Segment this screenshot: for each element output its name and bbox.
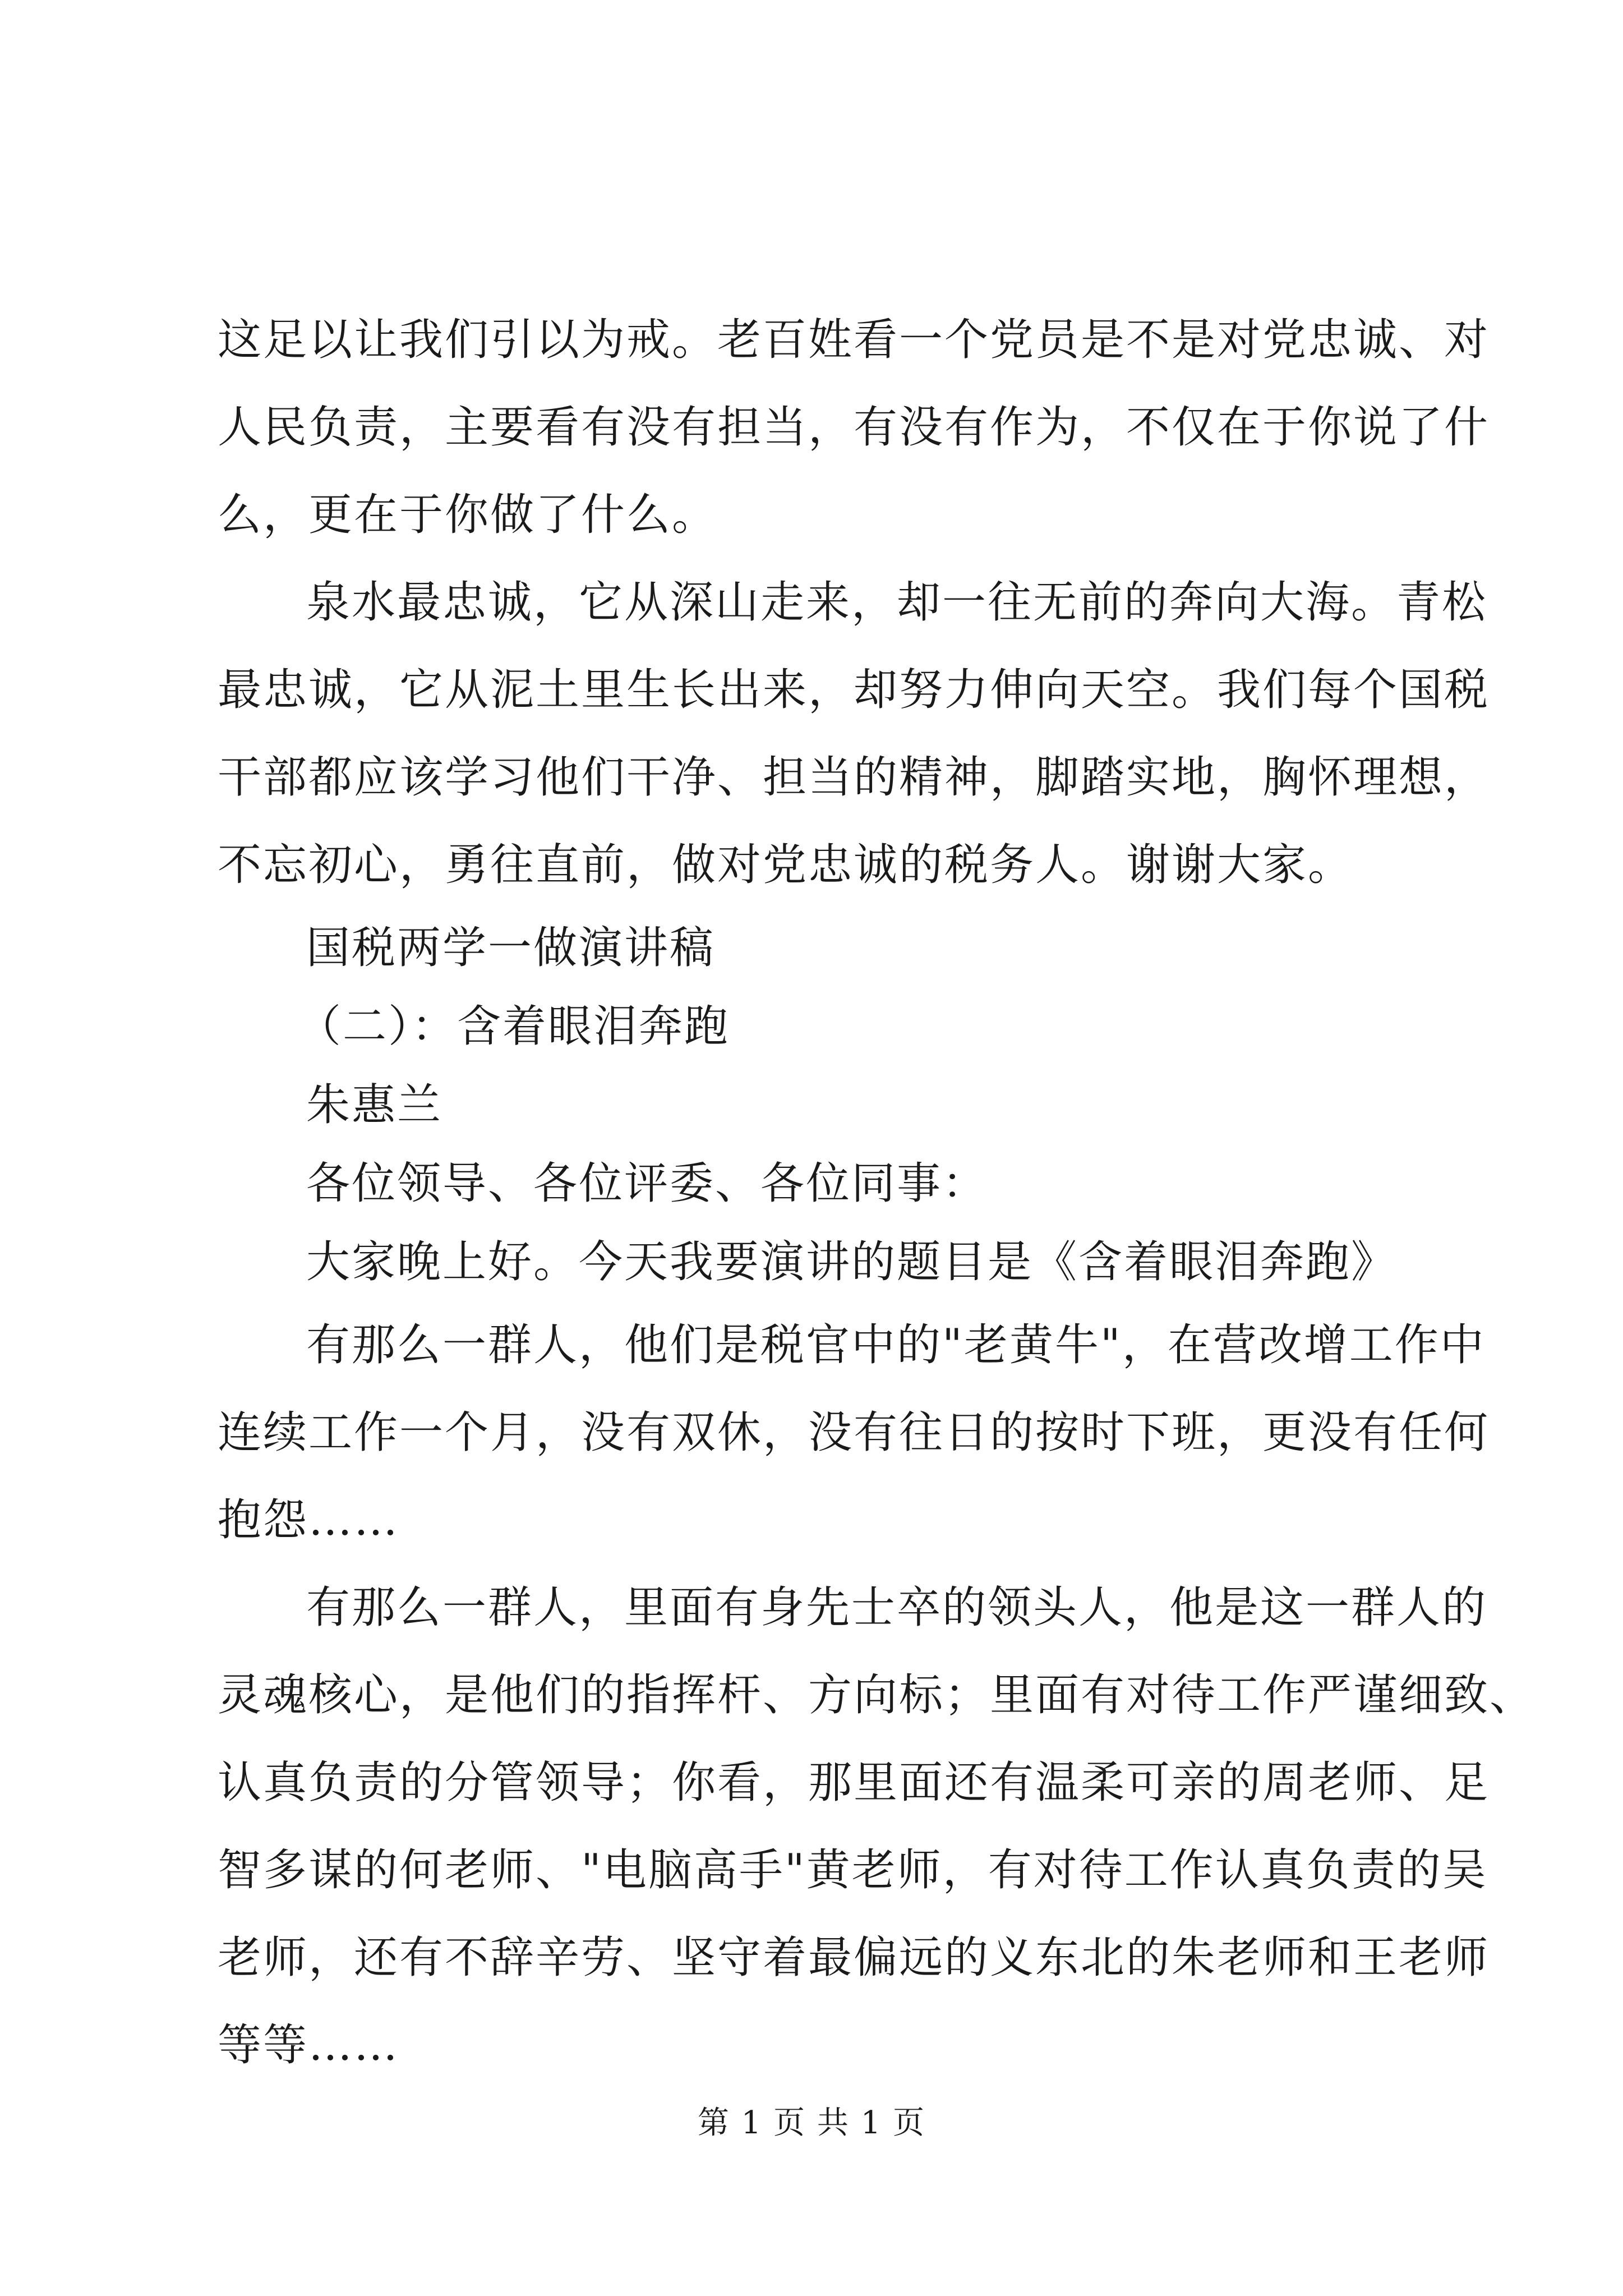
text-line: 老师，还有不辞辛劳、坚守着最偏远的义东北的朱老师和王老师 — [218, 1932, 1490, 1983]
document-body — [218, 296, 1536, 2089]
text-line: 泉水最忠诚，它从深山走来，却一往无前的奔向大海。青松 — [306, 577, 1488, 628]
text-line: 认真负责的分管领导；你看，那里面还有温柔可亲的周老师、足 — [218, 1757, 1490, 1808]
speech-heading — [218, 909, 1418, 1301]
text-line: 灵魂核心，是他们的指挥杆、方向标；里面有对待工作严谨细致、 — [218, 1670, 1536, 1720]
text-line: 抱怨…… — [218, 1495, 400, 1545]
text-line: 智多谋的何老师、"电脑高手"黄老师，有对待工作认真负责的吴 — [218, 1845, 1488, 1895]
page-footer: 第 1 页 共 1 页 — [697, 2105, 926, 2141]
text-line: 等等…… — [218, 2020, 400, 2070]
greeting: 大家晚上好。今天我要演讲的题目是《含着眼泪奔跑》 — [306, 1237, 1397, 1287]
paragraph — [218, 1564, 1536, 2089]
paragraph — [218, 296, 1490, 559]
text-line: 人民负责，主要看有没有担当，有没有作为，不仅在于你说了什 — [218, 402, 1490, 453]
text-line: 连续工作一个月，没有双休，没有往日的按时下班，更没有任何 — [218, 1407, 1490, 1458]
salutation: 各位领导、各位评委、各位同事： — [306, 1158, 988, 1209]
text-line: 干部都应该学习他们干净、担当的精神，脚踏实地，胸怀理想， — [218, 752, 1490, 803]
speech-title: 国税两学一做演讲稿 — [306, 923, 716, 973]
text-line: 最忠诚，它从泥土里生长出来，却努力伸向天空。我们每个国税 — [218, 665, 1490, 715]
text-line: 这足以让我们引以为戒。老百姓看一个党员是不是对党忠诚、对 — [218, 315, 1490, 365]
text-line: 不忘初心，勇往直前，做对党忠诚的税务人。谢谢大家。 — [218, 840, 1354, 890]
text-line: 有那么一群人，里面有身先士卒的领头人，他是这一群人的 — [306, 1582, 1488, 1633]
speech-subtitle: （二）：含着眼泪奔跑 — [297, 1001, 730, 1052]
text-line: 有那么一群人，他们是税官中的"老黄牛"，在营改增工作中 — [306, 1320, 1486, 1370]
speech-author: 朱惠兰 — [306, 1080, 443, 1130]
paragraph — [218, 559, 1490, 909]
text-line: 么，更在于你做了什么。 — [218, 490, 718, 540]
paragraph — [218, 1301, 1490, 1564]
